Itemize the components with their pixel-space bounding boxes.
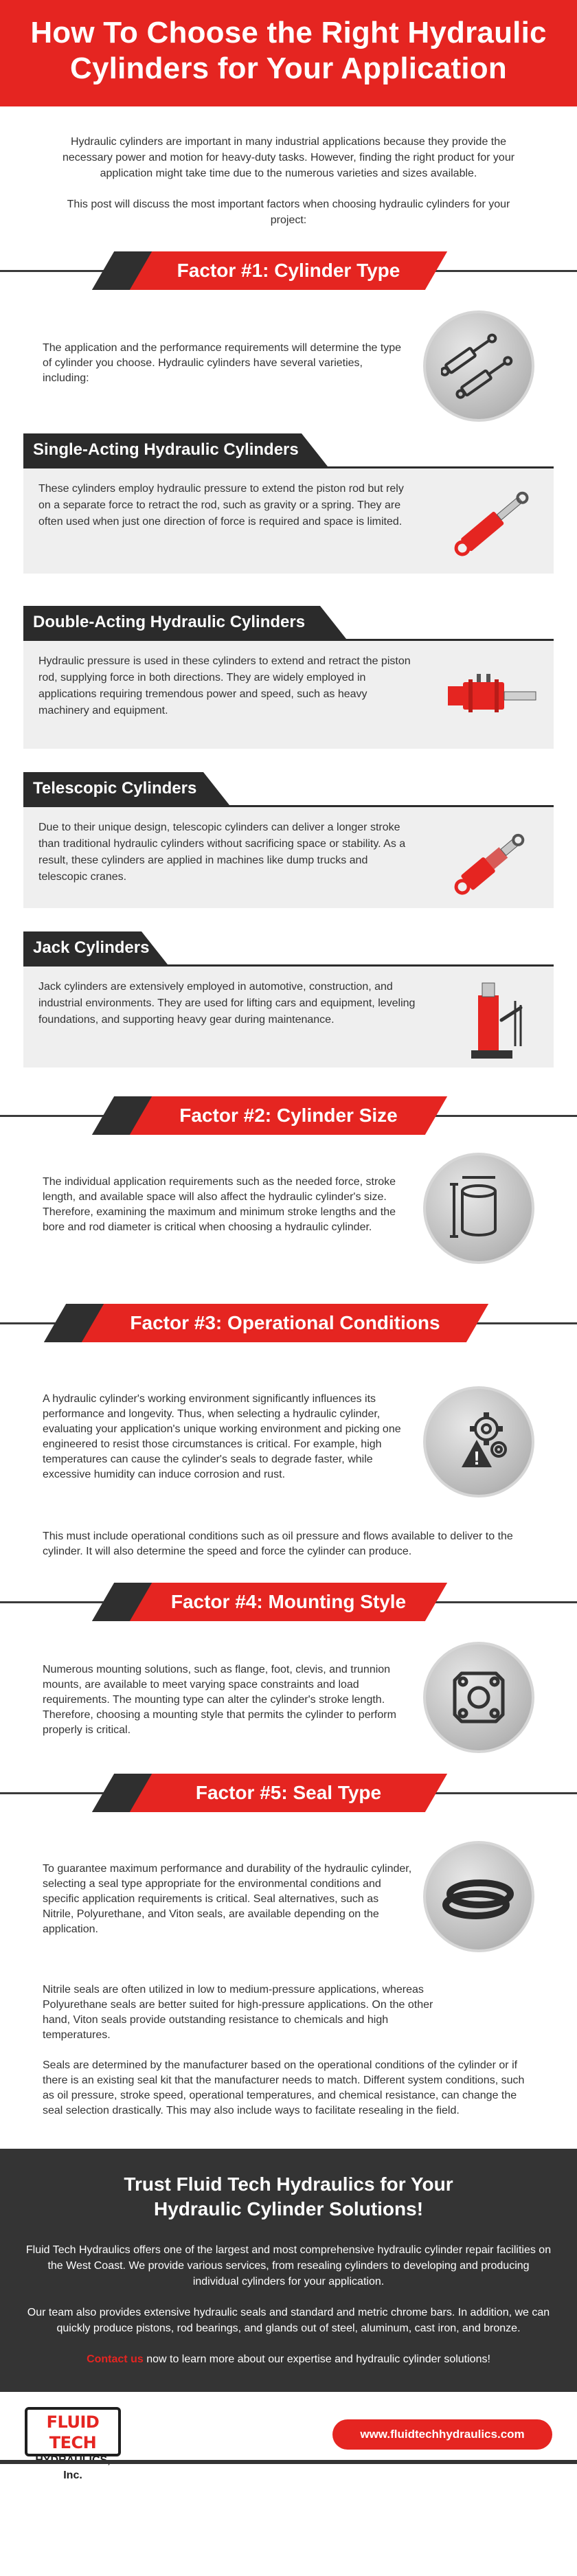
- intro-paragraph-2: This post will discuss the most important factors when choosing hydraulic cylinders for your project:: [67, 199, 510, 226]
- factor-5-text-2: Nitrile seals are often utilized in low to medium-pressure applications, whereas Polyurethane seals are better suited for high-pressure applications. On the other hand, Viton seals provide outstanding resistance to chemicals and high temperatures.: [43, 1984, 433, 2041]
- factor-5-title: Factor #5: Seal Type: [195, 1782, 382, 1803]
- type-card-single-acting: [23, 433, 554, 574]
- factor-4-text: Numerous mounting solutions, such as flange, foot, clevis, and trunnion mounts, are available to meet varying space constraints and load requirements. The mounting type can alter the cylinder's stroke length. Therefore, choosing a mounting style that permits the cylinder to perform properly is critical.: [43, 1664, 396, 1736]
- trust-title-line-2: Hydraulic Cylinder Solutions!: [153, 2198, 424, 2219]
- factor-3-section-2: [0, 1529, 577, 1559]
- trust-cta: [23, 2351, 554, 2367]
- single-acting-cylinder-icon: [444, 482, 540, 565]
- factor-3-banner: [0, 1304, 577, 1342]
- factor-4-banner: [0, 1583, 577, 1621]
- type-card-jack: [23, 931, 554, 1067]
- logo-line-1: FLUID TECH: [46, 2413, 100, 2452]
- cylinder-size-icon: [423, 1153, 534, 1264]
- mounting-flange-icon: [423, 1642, 534, 1753]
- trust-title-line-1: Trust Fluid Tech Hydraulics for Your: [124, 2173, 453, 2195]
- trust-title: [23, 2172, 554, 2222]
- seal-rings-icon: [423, 1841, 534, 1952]
- intro-paragraph-1: Hydraulic cylinders are important in many industrial applications because they provide the necessary power and motion for heavy-duty tasks. However, finding the right product for your application might take time due to the numerous varieties and sizes available.: [62, 136, 515, 179]
- type-card-telescopic: [23, 772, 554, 908]
- factor-4-title: Factor #4: Mounting Style: [170, 1591, 407, 1612]
- trust-paragraph-2: Our team also provides extensive hydraulic seals and standard and metric chrome bars. In addition, we can quickly produce pistons, rod bearings, and glands out of steel, aluminum, cast iron, and bronze.: [27, 2307, 550, 2334]
- factor-5-banner: [0, 1774, 577, 1812]
- hydraulic-cylinders-icon: [423, 310, 534, 422]
- factor-4-section: [0, 1636, 577, 1753]
- header-banner: [0, 0, 577, 106]
- trust-paragraph-1: Fluid Tech Hydraulics offers one of the largest and most comprehensive hydraulic cylinder repair facilities on the West Coast. We provide various services, from resealing cylinders to developing and producing individual cylinders for your application.: [25, 2244, 552, 2287]
- factor-1-lead: [0, 310, 577, 424]
- trust-section: [0, 2149, 577, 2392]
- type-card-title: Jack Cylinders: [33, 938, 150, 957]
- page-title: [0, 15, 577, 87]
- factor-5-text-1: To guarantee maximum performance and durability of the hydraulic cylinder, selecting a seal type appropriate for the environmental conditions and specific application requirements is critical. Seal alternatives, such as Nitrile, Polyurethane, and Viton seals, are available depending on the application.: [43, 1863, 412, 1935]
- logo-line-2: Inc.: [63, 2470, 82, 2481]
- type-card-double-acting: [23, 606, 554, 749]
- gears-warning-icon: [423, 1386, 534, 1498]
- type-card-title: Single-Acting Hydraulic Cylinders: [33, 440, 299, 459]
- factor-3-section: [0, 1366, 577, 1517]
- type-card-title: Telescopic Cylinders: [33, 779, 197, 798]
- factor-5-section-2: [0, 1982, 577, 2043]
- title-line-2: Cylinders for Your Application: [70, 52, 507, 85]
- website-url-button[interactable]: www.fluidtechhydraulics.com: [332, 2419, 552, 2450]
- type-card-text: Jack cylinders are extensively employed in automotive, construction, and industrial environments. They are used for lifting cars and equipment, leveling foundations, and supporting heavy gear during maintenance.: [38, 981, 416, 1026]
- factor-1-lead-text: The application and the performance requirements will determine the type of cylinder you choose. Hydraulic cylinders have several varieties, including:: [43, 342, 402, 384]
- company-logo[interactable]: [25, 2407, 121, 2481]
- factor-2-title: Factor #2: Cylinder Size: [179, 1105, 398, 1126]
- factor-3-title: Factor #3: Operational Conditions: [130, 1312, 440, 1333]
- factor-3-text-1: A hydraulic cylinder's working environment significantly influences its performance and longevity. Thus, when selecting a hydraulic cylinder, evaluating your application's unique working environment and picking one engineered to resist those circumstances is critical. For example, high temperatures can cause the cylinder's seals to degrade faster, while excessive humidity can induce corrosion and rust.: [43, 1393, 401, 1480]
- factor-2-text: The individual application requirements such as the needed force, stroke length, and available space will also affect the hydraulic cylinder's size. Therefore, examining the maximum and minimum stroke lengths and the bore and rod diameter is critical when choosing a hydraulic cylinder.: [43, 1176, 396, 1233]
- double-acting-cylinder-icon: [444, 655, 540, 737]
- telescopic-cylinder-icon: [444, 821, 540, 903]
- factor-5-section-3: [0, 2058, 577, 2119]
- factor-2-section: [0, 1150, 577, 1280]
- trust-cta-text: now to learn more about our expertise and hydraulic cylinder solutions!: [143, 2353, 490, 2365]
- factor-3-text-2: This must include operational conditions such as oil pressure and flows available to deliver to the cylinder. It will also determine the speed and force the cylinder can produce.: [43, 1530, 513, 1557]
- intro-section: [0, 106, 577, 228]
- type-card-text: These cylinders employ hydraulic pressure to extend the piston rod but rely on a separate force to retract the rod, such as gravity or a spring. They are often used when just one direction of force is required and space is limited.: [38, 483, 404, 528]
- factor-2-banner: [0, 1096, 577, 1135]
- type-card-title: Double-Acting Hydraulic Cylinders: [33, 613, 306, 631]
- type-card-text: Due to their unique design, telescopic cylinders can deliver a longer stroke than traditional hydraulic cylinders without sacrificing space or stability. As a result, these cylinders are applied in machines like dump trucks and telescopic cranes.: [38, 822, 406, 883]
- contact-us-link[interactable]: Contact us: [87, 2353, 144, 2365]
- title-line-1: How To Choose the Right Hydraulic: [30, 16, 547, 49]
- factor-5-text-3: Seals are determined by the manufacturer based on the operational conditions of the cylinder or if there is an existing seal kit that the manufacturer needs to match. Different system conditions, such as oil pressure, stroke speed, operational temperatures, and chemical resistance, can change the seal selection drastically. This may also include ways to facilitate resealing in the field.: [43, 2059, 525, 2116]
- factor-1-banner: [0, 251, 577, 290]
- footer: [0, 2392, 577, 2481]
- type-card-text: Hydraulic pressure is used in these cylinders to extend and retract the piston rod, supplying force in both directions. They are widely employed in applications requiring tremendous power and speed, such as heavy machinery and equipment.: [38, 655, 411, 716]
- factor-5-section: [0, 1827, 577, 1965]
- factor-1-title: Factor #1: Cylinder Type: [177, 260, 400, 281]
- footer-divider: [0, 2460, 577, 2464]
- jack-cylinder-icon: [444, 980, 540, 1063]
- svg-text:!: !: [473, 1447, 480, 1469]
